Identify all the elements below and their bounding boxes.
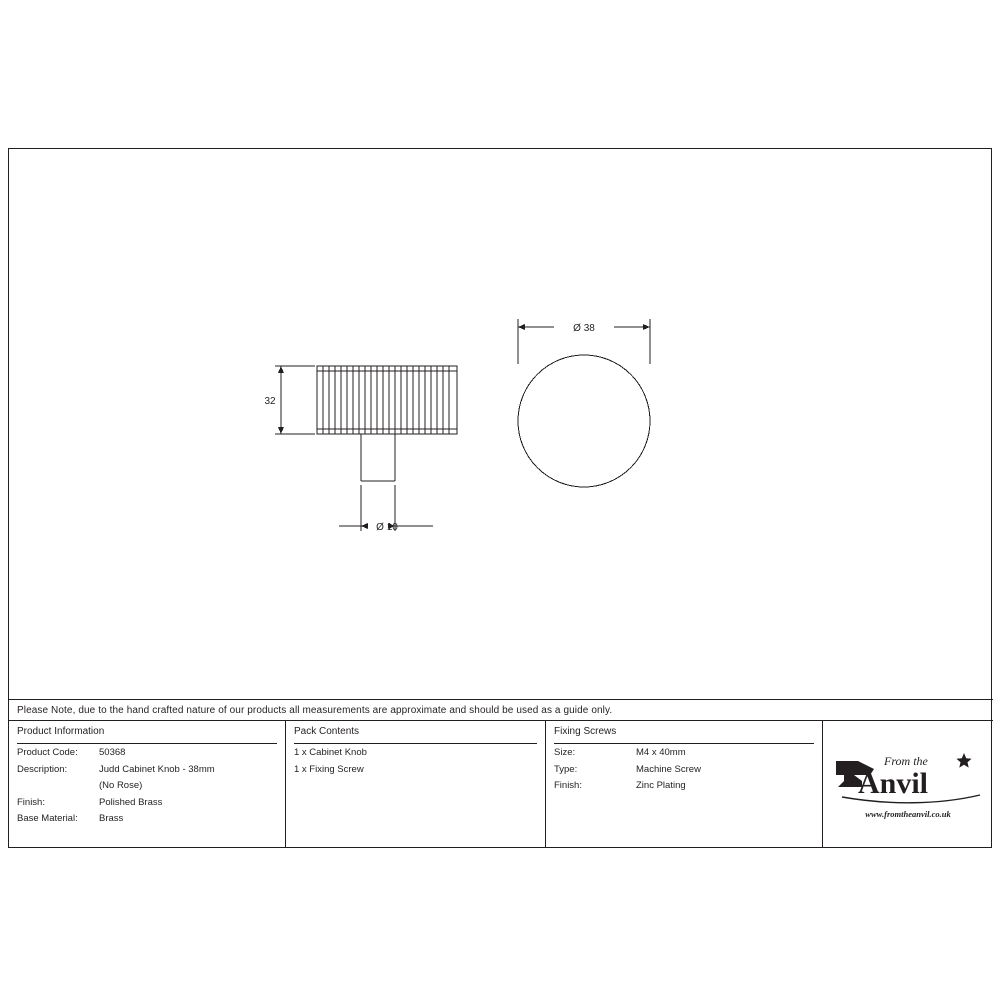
fixing-screws-column xyxy=(546,721,823,848)
table-row xyxy=(17,778,285,795)
screw-finish-label: Finish: xyxy=(554,780,582,791)
base-material-label: Base Material: xyxy=(17,813,78,824)
screw-type-label: Type: xyxy=(554,763,578,775)
dimension-stem-diameter-label: Ø 10 xyxy=(376,522,398,533)
table-row xyxy=(554,762,822,779)
brand-logo xyxy=(823,721,993,848)
base-material-value: Brass xyxy=(99,813,124,824)
table-row xyxy=(17,811,285,828)
logo-top-line: From the xyxy=(884,753,928,768)
table-row xyxy=(17,795,285,812)
table-row xyxy=(17,762,285,779)
star-icon xyxy=(956,753,971,768)
description-value-continued: (No Rose) xyxy=(99,780,143,791)
dimension-head-diameter-label: Ø 38 xyxy=(573,323,595,334)
description-value: Judd Cabinet Knob - 38mm xyxy=(99,763,215,775)
measurement-note xyxy=(9,699,993,721)
description-label: Description: xyxy=(17,763,68,775)
table-row xyxy=(554,778,822,795)
finish-label: Finish: xyxy=(17,796,45,808)
product-information-column xyxy=(9,721,286,848)
pack-contents-title: Pack Contents xyxy=(294,726,360,737)
info-table xyxy=(9,721,993,848)
logo-brand: Anvil xyxy=(858,766,929,800)
divider xyxy=(294,743,537,744)
finish-value: Polished Brass xyxy=(99,796,163,808)
screw-finish-value: Zinc Plating xyxy=(636,780,686,791)
divider xyxy=(17,743,277,744)
fixing-screws-body xyxy=(546,737,822,795)
dimension-height-label: 32 xyxy=(264,396,276,407)
table-row xyxy=(17,745,285,762)
logo-url: www.fromtheanvil.co.uk xyxy=(865,808,951,819)
brand-logo-column xyxy=(823,721,993,848)
divider xyxy=(554,743,814,744)
list-item: 1 x Fixing Screw xyxy=(294,763,364,775)
product-information-body xyxy=(9,737,285,828)
description-label-continued xyxy=(17,778,99,795)
product-code-value: 50368 xyxy=(99,747,126,758)
fixing-screws-title: Fixing Screws xyxy=(554,726,617,737)
product-information-title: Product Information xyxy=(17,726,105,737)
table-row xyxy=(554,745,822,762)
drawing-sheet xyxy=(8,148,992,848)
product-code-label: Product Code: xyxy=(17,747,78,758)
screw-size-value: M4 x 40mm xyxy=(636,747,686,758)
measurement-note-text: Please Note, due to the hand crafted nature of our products all measurements are approximate and should be used as a guide only. xyxy=(17,704,613,716)
pack-contents-column xyxy=(286,721,546,848)
technical-drawing xyxy=(9,149,993,699)
list-item: 1 x Cabinet Knob xyxy=(294,747,367,758)
screw-type-value: Machine Screw xyxy=(636,763,701,775)
screw-size-label: Size: xyxy=(554,747,576,758)
